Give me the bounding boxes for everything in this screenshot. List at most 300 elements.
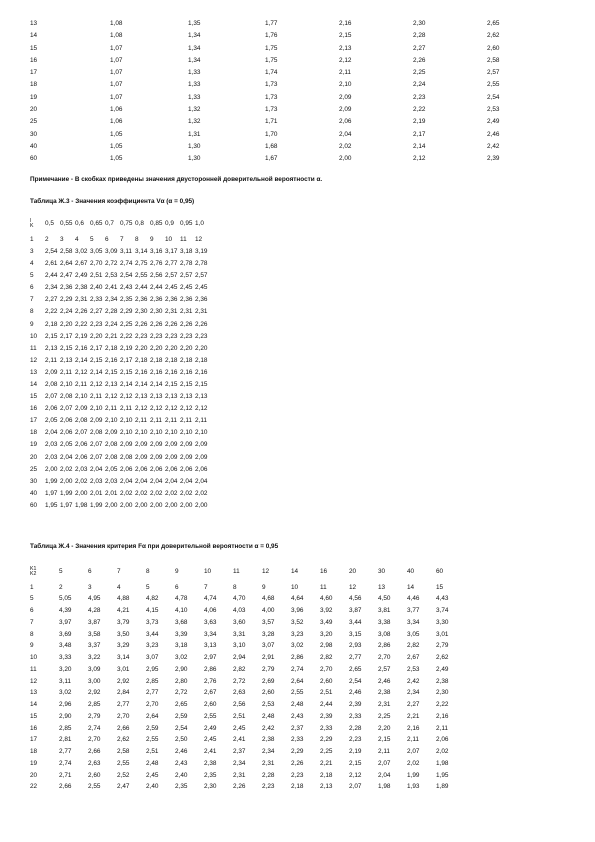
table-cell: 2,20	[180, 344, 193, 352]
table-cell: 2,03	[105, 477, 118, 485]
table-cell: 2,70	[320, 665, 333, 673]
table-cell: 2,20	[150, 344, 163, 352]
table-cell: 2,20	[195, 344, 208, 352]
table-cell: 2,08	[60, 393, 73, 401]
table-cell: 3,79	[117, 618, 130, 626]
table-cell: 2,23	[135, 332, 148, 340]
table-cell: 2,17	[90, 344, 103, 352]
table-cell: 1,34	[188, 44, 201, 52]
table-cell: 30	[30, 130, 38, 138]
table-cell: 3,39	[175, 630, 188, 638]
table-cell: 14	[30, 32, 38, 40]
table-cell: 2,45	[180, 284, 193, 292]
table-cell: 2,12	[349, 771, 362, 779]
table-cell: 5	[30, 595, 34, 603]
table-cell: 2,21	[105, 332, 118, 340]
table-cell: 2,47	[60, 272, 73, 280]
table-cell: 3,14	[135, 247, 148, 255]
table-cell: 2,42	[407, 677, 420, 685]
table-cell: 2,86	[204, 665, 217, 673]
table-cell: 1,07	[110, 81, 123, 89]
table-cell: 1,95	[45, 501, 58, 509]
table-cell: 10	[30, 654, 38, 662]
table-cell: 30	[30, 477, 38, 485]
table-cell: 2,18	[291, 783, 304, 791]
table-cell: 2,29	[320, 736, 333, 744]
table-cell: 25	[30, 118, 38, 126]
table-row	[30, 617, 465, 629]
table-cell: 2,58	[117, 748, 130, 756]
table-cell: 1,98	[75, 501, 88, 509]
table-cell: 2,34	[233, 759, 246, 767]
table-cell: 2,16	[135, 368, 148, 376]
header-cell: 11	[233, 567, 240, 575]
table-cell: 3,34	[407, 618, 420, 626]
table-cell: 2,04	[90, 465, 103, 473]
table-cell: 2,12	[90, 380, 103, 388]
table-cell: 2,04	[150, 477, 163, 485]
table-cell: 3,87	[88, 618, 101, 626]
table-cell: 2,64	[291, 677, 304, 685]
table-cell: 1,73	[265, 81, 278, 89]
table-cell: 3,48	[59, 642, 72, 650]
table-cell: 2,11	[436, 724, 448, 732]
table-cell: 2,10	[105, 417, 118, 425]
table-cell: 2,70	[90, 260, 103, 268]
table-cell: 2,15	[339, 32, 352, 40]
table-row	[30, 747, 465, 759]
table-cell: 2,07	[407, 748, 420, 756]
table-cell: 2,55	[487, 81, 500, 89]
table-cell: 2,76	[150, 260, 163, 268]
table-cell: 4,82	[146, 595, 159, 603]
header-cell: 1,0	[195, 219, 204, 227]
table-cell: 2,12	[150, 405, 163, 413]
table-cell: 2,06	[339, 118, 352, 126]
table-row	[30, 676, 465, 688]
table-cell: 2,27	[90, 308, 103, 316]
table-cell: 4,00	[262, 607, 275, 615]
table-cell: 3,38	[378, 618, 391, 626]
header-cell: 3	[60, 235, 64, 243]
table-cell: 2,09	[195, 441, 208, 449]
table-row	[30, 343, 210, 355]
table-cell: 2,02	[180, 489, 193, 497]
table-cell: 2,13	[150, 393, 163, 401]
table-cell: 3,05	[407, 630, 420, 638]
table-cell: 2,40	[146, 783, 159, 791]
header-cell: 12	[349, 583, 357, 591]
table-cell: 2,47	[117, 783, 130, 791]
table-cell: 3,96	[291, 607, 304, 615]
table-row	[30, 79, 547, 91]
table-cell: 2,35	[204, 771, 217, 779]
table-cell: 2,35	[120, 296, 133, 304]
table-cell: 2,97	[204, 654, 217, 662]
table-cell: 2,42	[487, 142, 500, 150]
table-cell: 2,10	[165, 429, 178, 437]
table-cell: 2,54	[487, 93, 500, 101]
table3-caption: Таблица Ж.3 - Значения коэффициента Vα (α = 0,95)	[30, 198, 195, 205]
table-cell: 2,51	[146, 748, 159, 756]
table-cell: 2,25	[378, 712, 391, 720]
table-cell: 3,23	[291, 630, 304, 638]
header-cell: 0,6	[75, 219, 84, 227]
table-cell: 3,37	[88, 642, 101, 650]
table-cell: 3,18	[180, 247, 193, 255]
table-cell: 2,74	[59, 759, 72, 767]
table-cell: 2,58	[60, 247, 73, 255]
header-k1-label: K1	[30, 565, 37, 572]
table-cell: 2,09	[339, 93, 352, 101]
table-cell: 2,66	[59, 783, 72, 791]
table-cell: 2,02	[75, 477, 88, 485]
table-cell: 1,08	[110, 32, 123, 40]
table-cell: 2,37	[291, 724, 304, 732]
table-cell: 2,17	[60, 332, 73, 340]
table-cell: 17	[30, 69, 38, 77]
table-cell: 14	[30, 701, 38, 709]
table-cell: 3,02	[175, 654, 188, 662]
table-cell: 2,07	[90, 441, 103, 449]
table-row	[30, 307, 210, 319]
table-cell: 2,23	[413, 93, 426, 101]
table-cell: 19	[30, 759, 38, 767]
table-cell: 1,05	[110, 155, 123, 163]
table-cell: 3,00	[88, 677, 101, 685]
header-cell: 6	[105, 235, 109, 243]
header-cell: 5	[146, 583, 150, 591]
table-cell: 2,01	[90, 489, 103, 497]
table-cell: 18	[30, 429, 38, 437]
table-row	[30, 331, 210, 343]
table-cell: 20	[30, 771, 38, 779]
table-cell: 1,30	[188, 142, 201, 150]
table-cell: 2,54	[349, 677, 362, 685]
table-cell: 2,29	[120, 308, 133, 316]
header-cell: 60	[436, 567, 444, 575]
table-row	[30, 141, 547, 153]
table-cell: 2,36	[60, 284, 73, 292]
table-cell: 3,01	[117, 665, 130, 673]
table-cell: 2,16	[75, 344, 88, 352]
table-cell: 2,57	[180, 272, 193, 280]
table-cell: 2,51	[320, 689, 333, 697]
table-cell: 1,98	[436, 759, 449, 767]
table-cell: 2,10	[75, 393, 88, 401]
table-cell: 2,23	[291, 771, 304, 779]
table-cell: 3,57	[262, 618, 275, 626]
table-cell: 2,22	[45, 308, 58, 316]
table-cell: 3,60	[233, 618, 246, 626]
table-cell: 2,09	[165, 441, 178, 449]
table-cell: 3,63	[204, 618, 217, 626]
table-cell: 2,18	[150, 356, 163, 364]
table-cell: 2,13	[320, 783, 333, 791]
table-cell: 2,15	[165, 380, 178, 388]
table-cell: 2,67	[75, 260, 88, 268]
table-cell: 2,16	[180, 368, 193, 376]
table-cell: 2,05	[60, 441, 73, 449]
table-cell: 2,31	[233, 771, 246, 779]
table-cell: 19	[30, 441, 38, 449]
table-cell: 2,33	[349, 712, 362, 720]
table-cell: 2,06	[165, 465, 178, 473]
table-cell: 1,07	[110, 44, 123, 52]
table-cell: 1,99	[407, 771, 420, 779]
table-cell: 2,05	[105, 465, 118, 473]
table-cell: 2,06	[75, 441, 88, 449]
table-cell: 2,62	[487, 32, 500, 40]
table-cell: 3,07	[262, 642, 275, 650]
table-cell: 2,08	[105, 453, 118, 461]
table-cell: 2,43	[120, 284, 133, 292]
table-cell: 3,20	[59, 665, 72, 673]
table-cell: 2,62	[117, 736, 130, 744]
table-cell: 2,01	[105, 489, 118, 497]
table-cell: 2,65	[487, 19, 500, 27]
table-cell: 2,02	[407, 759, 420, 767]
table-cell: 2,80	[175, 677, 188, 685]
table-cell: 2,23	[195, 332, 208, 340]
table-cell: 1,75	[265, 44, 278, 52]
table-cell: 15	[30, 393, 38, 401]
table-cell: 2,09	[195, 453, 208, 461]
table-cell: 2,08	[105, 441, 118, 449]
table-cell: 2,08	[75, 417, 88, 425]
table-cell: 2,31	[378, 701, 391, 709]
table-cell: 1,33	[188, 81, 201, 89]
table-cell: 2,36	[135, 296, 148, 304]
table-row	[30, 606, 465, 618]
table-cell: 2,59	[146, 724, 159, 732]
table-cell: 2,82	[407, 642, 420, 650]
table-cell: 6	[30, 284, 34, 292]
table-cell: 2,07	[45, 393, 58, 401]
table-cell: 3,02	[75, 247, 88, 255]
table-cell: 2,30	[135, 308, 148, 316]
table-row	[30, 367, 210, 379]
table-cell: 2,13	[45, 344, 58, 352]
table-row	[30, 294, 210, 306]
table-cell: 2,57	[165, 272, 178, 280]
table-cell: 2,09	[150, 453, 163, 461]
table-cell: 2,66	[88, 748, 101, 756]
table-cell: 2,79	[262, 665, 275, 673]
table-cell: 2,31	[180, 308, 193, 316]
table-cell: 3,31	[233, 630, 246, 638]
table-cell: 2,09	[75, 405, 88, 413]
table-cell: 2,56	[233, 701, 246, 709]
table-cell: 3,33	[59, 654, 72, 662]
header-cell: 0,55	[60, 219, 73, 227]
table-row	[30, 415, 210, 427]
table4	[30, 562, 465, 794]
table-cell: 12	[30, 677, 38, 685]
table-cell: 3,69	[59, 630, 72, 638]
table-cell: 2,28	[413, 32, 426, 40]
table-cell: 2,06	[120, 465, 133, 473]
table-cell: 1,07	[110, 69, 123, 77]
table-cell: 2,22	[436, 701, 449, 709]
table-cell: 2,11	[135, 417, 147, 425]
table-cell: 60	[30, 155, 38, 163]
table-cell: 2,23	[349, 736, 362, 744]
header-cell: 7	[120, 235, 124, 243]
table-cell: 3,14	[117, 654, 130, 662]
table-cell: 2,10	[180, 429, 193, 437]
table-cell: 2,60	[487, 44, 500, 52]
table-cell: 2,70	[88, 736, 101, 744]
table-cell: 2,26	[291, 759, 304, 767]
table-cell: 2,00	[195, 501, 208, 509]
table-cell: 2,26	[135, 320, 148, 328]
table-cell: 2,18	[135, 356, 148, 364]
table-cell: 2,09	[90, 417, 103, 425]
table-row	[30, 43, 547, 55]
table-cell: 2,28	[262, 771, 275, 779]
table-cell: 2,11	[90, 393, 102, 401]
table-cell: 2,44	[150, 284, 163, 292]
table-cell: 2,11	[165, 417, 177, 425]
table-cell: 2,14	[120, 380, 133, 388]
table-cell: 2,12	[413, 155, 426, 163]
table-cell: 2,00	[135, 501, 148, 509]
table-cell: 2,95	[146, 665, 159, 673]
table-cell: 13	[30, 368, 38, 376]
table-cell: 3,97	[59, 618, 72, 626]
table-cell: 22	[30, 783, 38, 791]
table-cell: 2,31	[262, 759, 275, 767]
table-cell: 2,50	[175, 736, 188, 744]
table-cell: 2,16	[407, 724, 420, 732]
table-cell: 2,64	[60, 260, 73, 268]
table-cell: 1,07	[110, 56, 123, 64]
table-cell: 2,38	[204, 759, 217, 767]
table-cell: 2,48	[262, 712, 275, 720]
table-cell: 2,15	[180, 380, 193, 388]
table-cell: 2,06	[180, 465, 193, 473]
table-cell: 2,77	[349, 654, 362, 662]
table-cell: 2,72	[105, 260, 118, 268]
table-cell: 2,94	[233, 654, 246, 662]
table-cell: 2,00	[60, 477, 73, 485]
table-cell: 2,39	[487, 155, 500, 163]
table-cell: 5	[30, 272, 34, 280]
table-cell: 3,29	[117, 642, 130, 650]
table-cell: 2,48	[146, 759, 159, 767]
table-cell: 2,14	[75, 356, 88, 364]
table-cell: 1,07	[110, 93, 123, 101]
header-cell: 13	[378, 583, 386, 591]
table-cell: 2,20	[135, 344, 148, 352]
table-cell: 16	[30, 56, 38, 64]
table-cell: 1,99	[60, 489, 73, 497]
table-cell: 2,04	[165, 477, 178, 485]
table-cell: 2,17	[413, 130, 426, 138]
table-cell: 2,90	[59, 712, 72, 720]
table-cell: 2,16	[150, 368, 163, 376]
table-cell: 2,60	[262, 689, 275, 697]
header-l-label: l	[30, 217, 32, 224]
table-row	[30, 629, 465, 641]
header-cell: 11	[320, 583, 327, 591]
table-row	[30, 30, 547, 42]
table-cell: 2,59	[175, 712, 188, 720]
table-cell: 17	[30, 736, 38, 744]
table-cell: 2,72	[175, 689, 188, 697]
table-row	[30, 700, 465, 712]
table-cell: 2,22	[75, 320, 88, 328]
table-cell: 2,18	[195, 356, 208, 364]
table-cell: 2,60	[204, 701, 217, 709]
header-cell: 0,75	[120, 219, 133, 227]
table-cell: 2,11	[45, 356, 57, 364]
table-cell: 3,44	[146, 630, 159, 638]
table-cell: 2,29	[60, 296, 73, 304]
table-cell: 4,78	[175, 595, 188, 603]
table-cell: 2,02	[436, 748, 449, 756]
table-cell: 4,60	[320, 595, 333, 603]
table-cell: 2,41	[105, 284, 118, 292]
table-cell: 2,86	[291, 654, 304, 662]
table-row	[30, 594, 465, 606]
header-cell: 8	[135, 235, 139, 243]
table-cell: 2,38	[262, 736, 275, 744]
table-cell: 2,10	[60, 380, 73, 388]
table-cell: 2,51	[90, 272, 103, 280]
table-cell: 2,15	[60, 344, 73, 352]
table-cell: 1,34	[188, 56, 201, 64]
table-cell: 2,75	[135, 260, 148, 268]
table-cell: 2,36	[195, 296, 208, 304]
table-cell: 1,73	[265, 93, 278, 101]
table-cell: 2,23	[262, 783, 275, 791]
table-cell: 1,33	[188, 93, 201, 101]
table-cell: 2,36	[150, 296, 163, 304]
table-cell: 2,93	[349, 642, 362, 650]
header-cell: 9	[150, 235, 154, 243]
table-row	[30, 664, 465, 676]
table-cell: 4,88	[117, 595, 130, 603]
table-cell: 2,11	[120, 405, 132, 413]
table-cell: 2,00	[105, 501, 118, 509]
table-cell: 1,76	[265, 32, 278, 40]
table-cell: 2,71	[59, 771, 72, 779]
table4-caption: Таблица Ж.4 - Значения критерия Fα при доверительной вероятности α = 0,95	[30, 543, 279, 550]
table-cell: 2,10	[135, 429, 148, 437]
table-cell: 2,11	[180, 417, 192, 425]
table-row	[30, 391, 210, 403]
header-cell: 7	[117, 567, 121, 575]
table-cell: 2,19	[413, 118, 426, 126]
table-cell: 2,15	[120, 368, 133, 376]
table-cell: 2,19	[349, 748, 362, 756]
table-cell: 16	[30, 405, 38, 413]
table-cell: 2,23	[90, 320, 103, 328]
table-cell: 2,77	[146, 689, 159, 697]
table-cell: 2,16	[165, 368, 178, 376]
table-cell: 25	[30, 465, 38, 473]
table-cell: 2,42	[262, 724, 275, 732]
table-cell: 1,99	[45, 477, 58, 485]
table-cell: 2,03	[45, 441, 58, 449]
table-cell: 2,62	[436, 654, 449, 662]
table-cell: 2,49	[436, 665, 449, 673]
header-cell: 7	[204, 583, 208, 591]
header-cell	[30, 214, 45, 234]
table-cell: 3,22	[88, 654, 101, 662]
